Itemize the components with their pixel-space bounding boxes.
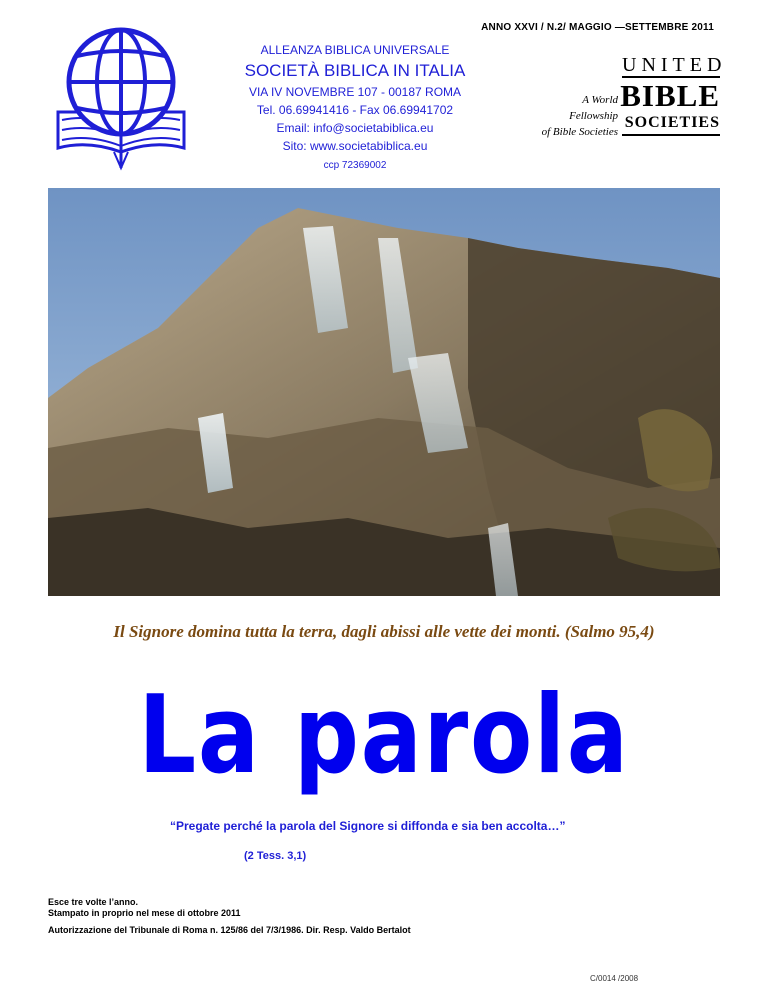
org-website: Sito: www.societabiblica.eu [282,138,428,153]
organization-header [205,44,505,171]
ubs-bible: BIBLE [620,78,720,113]
ubs-tagline [520,92,618,140]
waterfall-mountain-photo [48,188,720,596]
frequency-line: Esce tre volte l’anno. [48,897,139,907]
verse-quote: “Pregate perché la parola del Signore si diffonda e sia ben accolta…” [170,819,566,833]
org-name-line: ALLEANZA BIBLICA UNIVERSALE [260,43,450,57]
psalm-quote: Il Signore domina tutta la terra, dagli abissi alle vette dei monti. (Salmo 95,4) [113,622,655,641]
org-ccp: ccp 72369002 [323,159,387,171]
org-email: Email: info@societabiblica.eu [276,120,434,135]
org-phone: Tel. 06.69941416 - Fax 06.69941702 [256,103,454,118]
printing-line: Stampato in proprio nel mese di ottobre 2011 [48,908,241,918]
ubs-logo [520,54,727,144]
org-title: SOCIETÀ BIBLICA IN ITALIA [244,60,466,80]
globe-bible-logo-icon [48,20,194,172]
ubs-united: UNITED [622,54,727,76]
masthead-title: La parola [138,673,630,798]
document-code: C/0014 /2008 [590,974,639,983]
org-address: VIA IV NOVEMBRE 107 - 00187 ROMA [248,85,462,100]
ubs-tagline-line3: of Bible Societies [541,126,618,138]
ubs-tagline-line1: A World [582,94,618,106]
authorization-note: Autorizzazione del Tribunale di Roma n. 125/86 del 7/3/1986. Dir. Resp. Valdo Bertalot [48,925,411,935]
issue-line: ANNO XXVI / N.2/ MAGGIO —SETTEMBRE 2011 [481,22,714,33]
publication-frequency [48,897,241,919]
verse-reference: (2 Tess. 3,1) [244,850,307,862]
ubs-societies: SOCIETIES [622,112,720,136]
ubs-tagline-line2: Fellowship [569,110,618,122]
